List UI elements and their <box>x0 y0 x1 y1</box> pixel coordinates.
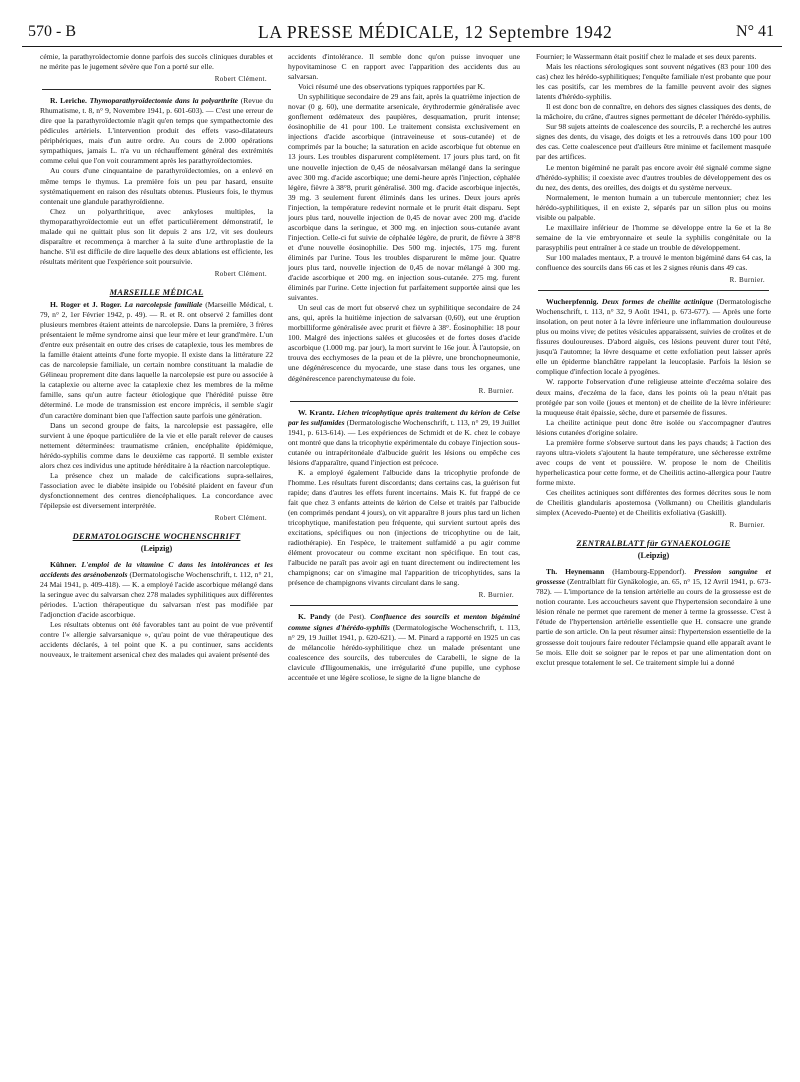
article-author: H. Roger et J. Roger. <box>50 299 122 309</box>
signature: Robert Clément. <box>214 75 267 84</box>
article-heading <box>40 300 273 421</box>
section-subheading: (Leipzig) <box>637 551 670 561</box>
section-heading: ZENTRALBLATT für GYNAEKOLOGIE <box>576 539 731 549</box>
article-text: (Marseille Médical, t. 79, n° 2, 1er Février 1942, p. 49). — R. et R. ont observé 2 familles dont plusieurs membres étaient atteints de narcolepsie. Dans la première, 3 frères présentaient le même syndrome ainsi que leur mère et leur grand'mère. L'un d'entre eux présentait en outre des crises de cataplexie, tous les membres de la famille étaient atteints d'une forte myopie. Il existe dans la littérature 22 cas de narcolepsie familiale, un certain nombre constituant la maladie de Gélineau proprement dite dans laquelle la narcolepsie est pure ou associée à la cataplexie ou alterne avec la cataplexie chez les membres de la même famille, sans qu'un autre facteur étiologique que l'hérédité puisse être déterminé. Le mode de transmission est encore imprécis, il semble s'agir d'un caractère dominant bien que l'affection saute parfois une génération. <box>40 299 273 420</box>
paragraph: Normalement, le menton humain a un tubercule mentonnier; chez les hérédo-syphilitiques, il en existe 2, séparés par un sillon plus ou moins visible ou palpable. <box>536 192 771 222</box>
paragraph: Chez un polyarthritique, avec ankyloses multiples, la thymoparathyroïdectomie eut un effet particulièrement démonstratif, le malade qui ne quittait plus son lit depuis 2 ans 1/2, vit ses douleurs disparaître et recommença à marcher à la suite d'une arthroplastie de la hanche. S'il est difficile de dire laquelle des deux ablations est efficiente, les résultats méritent que l'expérience soit poursuivie. <box>40 206 273 266</box>
paragraph: Mais les réactions sérologiques sont souvent négatives (83 pour 100 des cas) chez les hérédo-syphilitiques; l'enquête familiale n'est probante que pour les cas positifs, car les membres de la famille peuvent avoir des signes latents d'hérédo-syphilis. <box>536 62 771 102</box>
paragraph: W. rapporte l'observation d'une religieuse atteinte d'eczéma solaire des deux mains, d'eczéma de la face, dans les points où la peau n'était pas protégée par son voile (joues et menton) et de cheilite de la lèvre inférieure: la muqueuse était épaissie, sèche, dure et parsemée de fissures. <box>536 377 771 417</box>
article-title: Thymoparathyroïdectomie dans la polyarthrite <box>89 96 238 106</box>
paragraph: Voici résumé une des observations typiques rapportées par K. <box>298 82 485 92</box>
article-affiliation: (Hambourg-Eppendorf). <box>612 567 687 577</box>
separator <box>290 401 518 402</box>
article-affiliation: (de Pest). <box>334 612 366 622</box>
article-text: (Dermatologische Wochenschrift, t. 113, n° 29, 19 Juillet 1941, p. 613-614). — Les expériences de Schmidt et de K. chez le cobaye ont montré que dans la tricophytie expérimentale du cobaye l'injection sous-cutanée ou intrapéritonéale d'albucide guérit les lésions ou empêche ces lésions d'apparaître, quand l'injection est précoce. <box>288 417 520 467</box>
paragraph: Un syphilitique secondaire de 29 ans fait, après la quatrième injection de novar (0 g. 60), une dermatite arsenicale, érythrodermie généralisée avec gonflement œdémateux des paupières, desquamation, prurit intense; éosinophilie de 41 pour 100. Le traitement consista exclusivement en injections d'acide ascorbique (intraveineuse et sous-cutanée) et de comprimés par la bouche; la saturation en acide ascorbique fut obtenue en 13 jours. Les troubles disparurent complètement. 17 jours plus tard, on fit une nouvelle injection de 0,45 de néosalvarsan mélangé dans la seringue avec 300 mg. d'acide ascorbique; une demi-heure après l'injection, céphalée légère, fièvre à 38°8, prurit généralisé. 300 mg. d'acide ascorbique injectés, 39 mg. 3 seulement furent éliminés dans les urines. Deux jours après l'injection, la température redevint normale et le prurit était disparu. Sept jours plus tard, nouvelle injection de 0,45 de novar avec 200 mg. d'acide ascorbique dans la seringue, et 300 mg. en injection sous-cutanée avant l'injection. Celle-ci fut suivie de céphalée légère, de prurit, de fièvre à 38°8 et d'une nouvelle éosinophilie. Des 500 mg. injectés, 175 mg. furent éliminés par l'urine. Tous les troubles disparurent le même jour. Quatre jours plus tard, nouvelle injection de 0,45 de novar mélangé à 300 mg. d'acide ascorbique et 200 mg. en injection sous-cutanée. 275 mg. furent éliminés par l'urine. Cette injection fut parfaitement supportée ainsi que les suivantes. <box>288 92 520 303</box>
article-heading <box>536 567 771 667</box>
page-number: 570 - B <box>28 23 76 40</box>
paragraph: Dans un second groupe de faits, la narcolepsie est passagère, elle survient à une époque particulière de la vie et elle paraît relever de causes nettement déterminées: traumatisme crânien, encéphalite épidémique, hérédo-syphilis comme dans le deuxième cas rapporté. Il semble exister alors chez ces individus une aptitude héréditaire à la réaction narcoleptique. <box>40 420 273 470</box>
signature: R. Burnier. <box>478 591 514 600</box>
article-title: Lichen tricophytique après traitement du kérion de Celse par les sulfamides <box>288 407 520 427</box>
signature: R. Burnier. <box>729 521 765 530</box>
article-heading <box>40 96 273 166</box>
section-heading: MARSEILLE MÉDICAL <box>109 287 204 297</box>
paragraph: Le menton bigéminé ne paraît pas encore avoir été signalé comme signe d'hérédo-syphilis; il coexiste avec d'autres troubles de développement des os du nez, des dents, des oreilles, des doigts et du système nerveux. <box>536 162 771 192</box>
article-author: W. Krantz. <box>298 407 335 417</box>
article-author: Kühner. <box>50 560 77 570</box>
column-3 <box>536 52 771 1076</box>
article-text: (Zentralblatt für Gynäkologie, an. 65, n° 15, 12 Avril 1941, p. 673-782). — L'importance de la tension artérielle au cours de la grossesse est de notion courante. Les accoucheurs savent que l'hypertension secondaire à une lésion rénale ne permet que rarement de mener à terme la grossesse. C'est à l'étude de l'hypertension artérielle essentielle que H. consacre une grande partie de son article. On la peut résumer ainsi: l'hypertension essentielle de la grossesse doit toujours faire redouter l'éclampsie quand elle apparaît avant le 5e mois. Elle doit se soigner par le repos et par une alimentation dont on exclut presque totalement le sel. Ce traitement simple lui a donné <box>536 577 771 667</box>
article-heading <box>40 560 273 620</box>
column-2 <box>288 52 520 1076</box>
signature: Robert Clément. <box>214 513 267 522</box>
paragraph: La cheilite actinique peut donc être isolée ou s'accompagner d'autres lésions cutanées d'origine solaire. <box>536 417 771 437</box>
article-text: (Revue du Rhumatisme, t. 8, n° 9, Novembre 1941, p. 601-603). — C'est une erreur de dire que la parathyroïdectomie n'agit qu'en temps que sympathectomie des pédicules artériels. L'intervention produit des effets vaso-dilatateurs périphériques, mais d'un autre ordre. Au cours de 2.000 opérations sympathiques, jamais L. n'a vu un réchauffement général des extrémités comme celui que l'on voit couramment après les parathyroïdectomies. <box>40 96 273 166</box>
article-text: (Dermatologische Wochenschrift, t. 113, n° 29, 19 Juillet 1941, p. 620-621). — M. Pinard a rapporté en 1925 un cas de mélancolie hérédo-syphilitique chez un malade présentant une coalescence des sourcils, des tubercules de Carabelli, le signe de la clavicule d'Iligoumenakis, une irrégularité d'une pupille, une cyphose accentuée et une légère scoliose, le signe de la ligne blanche de <box>288 622 520 682</box>
paragraph: Il est donc bon de connaître, en dehors des signes classiques des dents, de la mâchoire, du crâne, d'autres signes permettant de déceler l'hérédo-syphilis. <box>536 102 771 122</box>
article-heading <box>288 612 520 682</box>
article-continuation: Fournier; le Wassermann était positif chez le malade et ses deux parents. <box>536 52 757 61</box>
article-title: La narcolepsie familiale <box>124 299 203 309</box>
paragraph: Au cours d'une cinquantaine de parathyroïdectomies, on a enlevé en même temps le thymus. La première fois un peu par hasard, ensuite systématiquement en raison des résultats obtenus. Plusieurs fois, le thymus contenait une glandule parathyroïdienne. <box>40 166 273 206</box>
paragraph: La première forme s'observe surtout dans les pays chauds; à l'action des rayons ultra-violets s'ajoutent la haute température, une sécheresse extrême avec coups de vent et poussière. W. propose le nom de Cheilitis hyperhelicastica pour cette forme, et de Cheilitis actino-allergica pour l'autre forme mixte. <box>536 437 771 487</box>
article-title: L'emploi de la vitamine C dans les intolérances et les accidents des arsénobenzols <box>40 560 273 580</box>
article-title: Confluence des sourcils et menton bigéminé comme signes d'hérédo-syphilis <box>288 612 520 632</box>
article-author: Th. Heynemann <box>546 567 605 577</box>
issue-number: N° 41 <box>736 23 774 40</box>
paragraph: Ces cheilites actiniques sont différentes des formes décrites sous le nom de Cheilitis glandularis apostemosa (Volkmann) ou Cheilitis glandularis simplex (Acevedo-Puente) et de Cheilitis exfoliativa (Gaskill). <box>536 487 771 518</box>
separator <box>290 605 518 606</box>
signature: R. Burnier. <box>478 386 514 395</box>
article-author: Wucherpfennig. <box>546 297 599 307</box>
article-text: (Dermatologische Wochenschrift, t. 113, n° 32, 9 Août 1941, p. 673-677). — Après une forte insolation, on peut noter à la lèvre inférieure une inflammation douloureuse plus ou moins vive; de petites vésicules apparaissent, suivies de croûtes et de fissures douloureuses. D'abord aiguës, ces lésions peuvent durer tout l'été, jusqu'à l'automne; la lèvre desquame et cette exfoliation peut laisser après elle un épiderme blanchâtre rappelant la leucoplasie. Parfois la lésion se complique d'infection locale à pyogènes. <box>536 297 771 377</box>
article-continuation: accidents d'intolérance. Il semble donc qu'on puisse invoquer une hypovitaminose C en rapport avec l'apparition des accidents dus au salvarsan. <box>288 52 520 82</box>
signature: R. Burnier. <box>729 276 765 285</box>
paragraph: Le maxillaire inférieur de l'homme se développe entre la 6e et la 8e semaine de la vie embryonnaire et seule la syphilis congénitale ou la parasyphilis peut entraîner à ce stade un trouble de développement. <box>536 222 771 252</box>
article-heading <box>288 408 520 468</box>
separator <box>42 89 271 90</box>
article-title: Pression sanguine et grossesse <box>536 567 771 587</box>
article-author: R. Leriche. <box>50 96 87 106</box>
page-header <box>22 20 782 47</box>
paragraph: Un seul cas de mort fut observé chez un syphilitique secondaire de 24 ans, qui, après la huitième injection de salvarsan (0,60), eut une éruption morbilliforme généralisée avec prurit et fièvre à 38°. Éosinophilie: 18 pour 100. Malgré des injections salées et glucosées et de fortes doses d'acide ascorbique (1.000 mg. par jour), la mort survint le 16e jour. À l'autopsie, on trouva des ecchymoses de la peau et de la plèvre, une bronchopneumonie, une dégénérescence du myocarde, une stase dans tous les organes, une dégénérescence parenchymateuse du foie. <box>288 303 520 383</box>
section-heading: DERMATOLOGISCHE WOCHENSCHRIFT <box>72 532 241 542</box>
article-text: (Dermatologische Wochenschrift, t. 112, n° 21, 24 Mai 1941, p. 409-418). — K. a employé l'acide ascorbique mélangé dans la seringue avec du salvarsan chez 278 malades syphilitiques aux différentes périodes. L'action thérapeutique du salvarsan n'est pas modifiée par l'adjonction d'acide ascorbique. <box>40 570 273 620</box>
article-title: Deux formes de cheilite actinique <box>601 297 714 307</box>
paragraph: Sur 98 sujets atteints de coalescence des sourcils, P. a recherché les autres signes des dents, du visage, des doigts et les a retrouvés dans 100 pour 100 des cas. Cette coalescence peut d'ailleurs être minime et facilement masquée par des artifices. <box>536 122 771 162</box>
journal-title: LA PRESSE MÉDICALE, 12 Septembre 1942 <box>258 22 613 42</box>
paragraph: La présence chez un malade de calcifications supra-sellaires, l'association avec le diabète insipide ou l'obésité plaident en faveur d'un dysfonctionnement des centres diencéphaliques. La concordance avec l'épilepsie est diversement interprétée. <box>40 470 273 510</box>
article-continuation: cémie, la parathyroïdectomie donne parfois des succès cliniques durables et ne mérite pas le jugement sévère que l'on a porté sur elle. <box>40 52 273 72</box>
paragraph: K. a employé également l'albucide dans la tricophytie profonde de l'homme. Les résultats furent discordants; dans certains cas, la guérison fut rapide; dans d'autres les effets furent incertains. Mais K. fut frappé de ce fait que chez 3 enfants atteints de kérion de Celse et traités par l'albucide (en comprimés pendant 4 jours), on vit apparaître 8 jours plus tard un lichen tricophytique, manifestation peu fréquente, qui survient surtout après des excitations, spécifiques ou non (injections de tricophytine ou de lait, radiothérapie). En l'espèce, le traitement sulfamidé a pu agir comme élément provocateur ou comme excitant non spécifique. En tout cas, l'albucide ne paraît pas avoir agi en tuant directement ou indirectement les champignons; car on s'imagine mal l'apparition de tricophytides, sans la présence de champignons vivants circulant dans le sang. <box>288 467 520 588</box>
separator <box>538 290 769 291</box>
paragraph: Les résultats obtenus ont été favorables tant au point de vue préventif contre l'« allergie salvarsanique », qu'au point de vue thérapeutique des accidents déclarés, à tel point que K. a pu continuer, sans accidents nouveaux, le traitement arsenical chez des malades qui avaient présenté des <box>40 620 273 660</box>
section-subheading: (Leipzig) <box>140 544 173 554</box>
article-author: K. Pandy <box>298 612 331 622</box>
signature: Robert Clément. <box>214 269 267 278</box>
column-1 <box>40 52 273 1076</box>
paragraph: Sur 100 malades mentaux, P. a trouvé le menton bigéminé dans 64 cas, la confluence des sourcils dans 66 cas et les 2 signes réunis dans 49 cas. <box>536 252 771 272</box>
article-heading <box>536 297 771 377</box>
